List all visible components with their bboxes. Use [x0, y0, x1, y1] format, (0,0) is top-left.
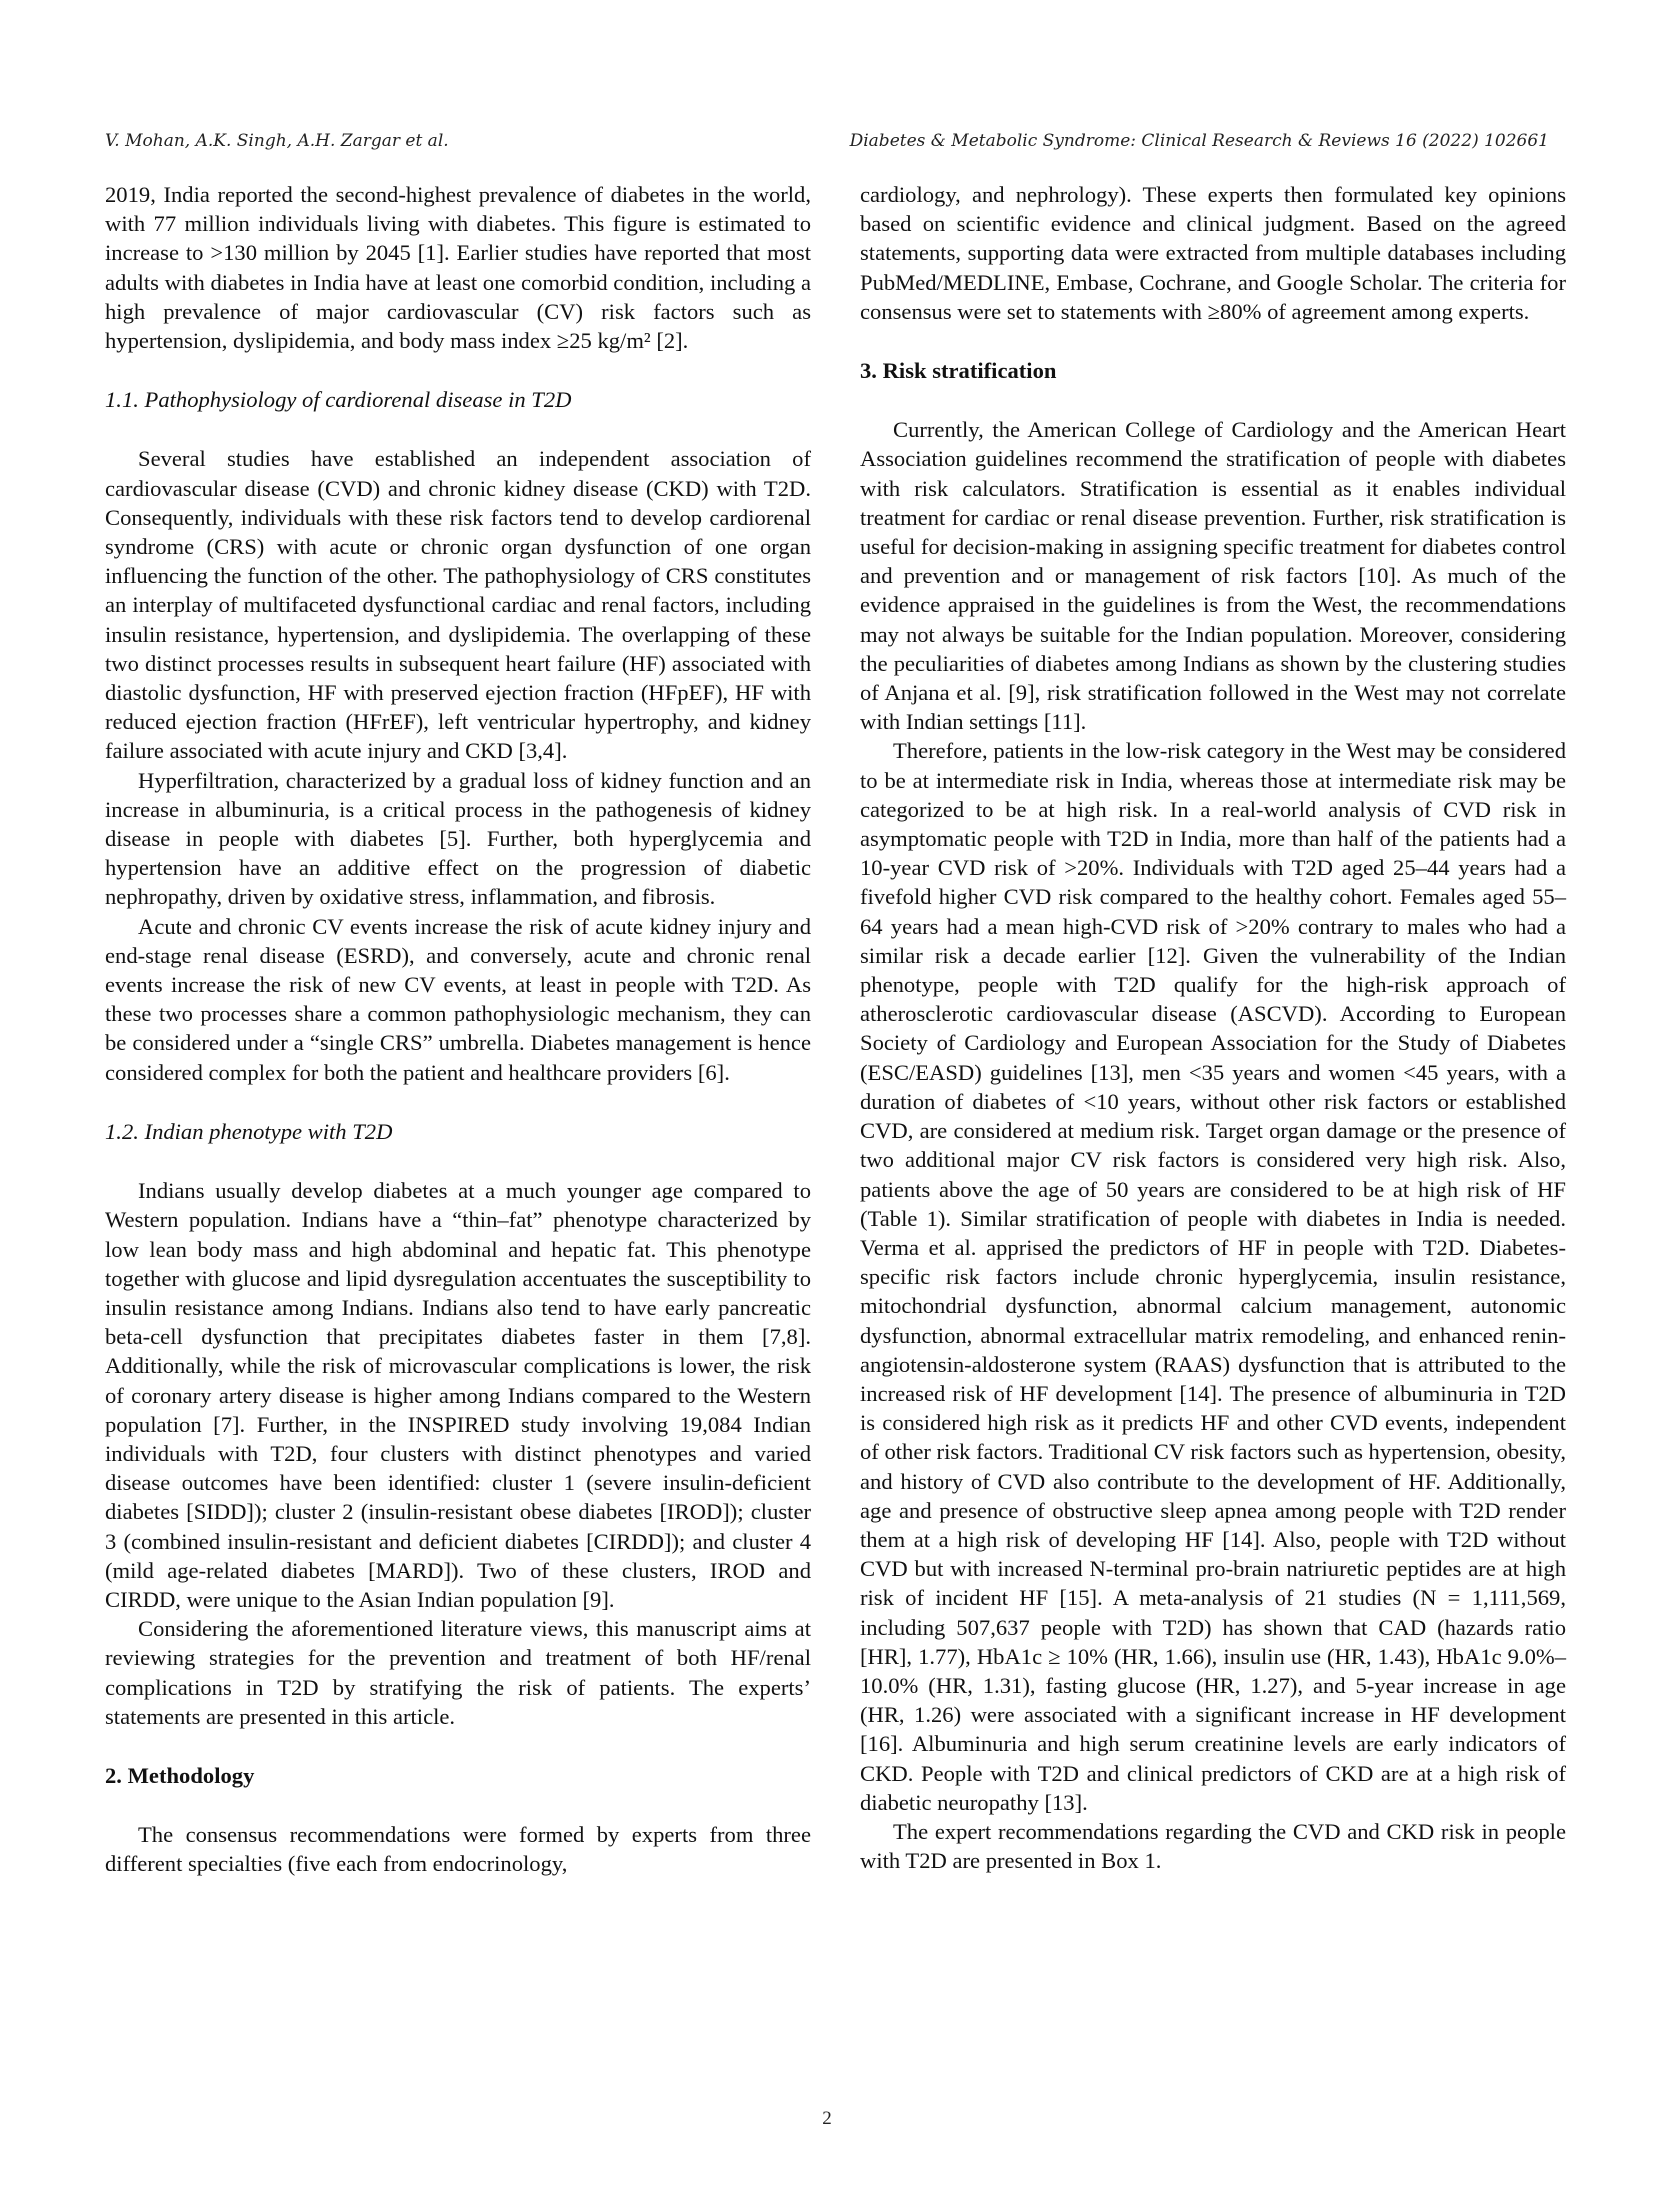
section-1-1-paragraph-2: Hyperfiltration, characterized by a gradual loss of kidney function and an increase in albuminuria, is a critical process in the pathogenesis of kidney disease in people with diabetes [5]. Further, both hyperglycemia and hypertension have an additive effect on the progression of diabetic nephropathy, driven by oxidative stress, inflammation, and fibrosis. — [105, 767, 811, 910]
section-1-1-paragraph-1: Several studies have established an independent association of cardiovascular disease (CVD) and chronic kidney disease (CKD) with T2D. Consequently, individuals with these risk factors tend to develop cardiorenal syndrome (CRS) with acute or chronic organ dysfunction of one organ influencing the function of the other. The pathophysiology of CRS constitutes an interplay of multifaceted dysfunctional cardiac and renal factors, including insulin resistance, hypertension, and dyslipidemia. The overlapping of these two distinct processes results in subsequent heart failure (HF) associated with diastolic dysfunction, HF with preserved ejection fraction (HFpEF), HF with reduced ejection fraction (HFrEF), left ventricular hypertrophy, and kidney failure associated with acute injury and CKD [3,4]. — [105, 446, 811, 764]
section-1-2-paragraph-2: Considering the aforementioned literature views, this manuscript aims at reviewing strategies for the prevention and treatment of both HF/renal complications in T2D by stratifying the risk of patients. The experts’ statements are presented in this article. — [105, 1616, 811, 1729]
running-header — [105, 131, 1549, 155]
left-column — [105, 180, 811, 1879]
section-1-2-paragraph-1: Indians usually develop diabetes at a much younger age compared to Western population. Indians have a “thin–fat” phenotype characterized by low lean body mass and high abdominal and hepatic fat. This phenotype together with glucose and lipid dysregulation accentuates the susceptibility to insulin resistance among Indians. Indians also tend to have early pancreatic beta-cell dysfunction that precipitates diabetes faster in them [7,8]. Additionally, while the risk of microvascular complications is lower, the risk of coronary artery disease is higher among Indians compared to the Western population [7]. Further, in the INSPIRED study involving 19,084 Indian individuals with T2D, four clusters with distinct phenotypes and varied disease outcomes have been identified: cluster 1 (severe insulin-deficient diabetes [SIDD]); cluster 2 (insulin-resistant obese diabetes [IROD]); cluster 3 (combined insulin-resistant and deficient diabetes [CIRDD]); and cluster 4 (mild age-related diabetes [MARD]). Two of these clusters, IROD and CIRDD, were unique to the Asian Indian population [9]. — [105, 1178, 811, 1612]
section-2-continuation: cardiology, and nephrology). These experts then formulated key opinions based on scientific evidence and clinical judgment. Based on the agreed statements, supporting data were extracted from multiple databases including PubMed/MEDLINE, Embase, Cochrane, and Google Scholar. The criteria for consensus were set to statements with ≥80% of agreement among experts. — [860, 182, 1566, 324]
section-2-heading: 2. Methodology — [105, 1762, 255, 1788]
header-authors: V. Mohan, A.K. Singh, A.H. Zargar et al. — [105, 131, 449, 151]
page-number: 2 — [822, 2108, 832, 2129]
section-3-paragraph-2: Therefore, patients in the low-risk category in the West may be considered to be at intermediate risk in India, whereas those at intermediate risk may be categorized to be at high risk. In a real-world analysis of CVD risk in asymptomatic people with T2D in India, more than half of the patients had a 10-year CVD risk of >20%. Individuals with T2D aged 25–44 years had a fivefold higher CVD risk compared to the healthy cohort. Females aged 55–64 years had a mean high-CVD risk of >20% contrary to males who had a similar risk a decade earlier [12]. Given the vulnerability of the Indian phenotype, people with T2D qualify for the high-risk approach of atherosclerotic cardiovascular disease (ASCVD). According to European Society of Cardiology and European Association for the Study of Diabetes (ESC/EASD) guidelines [13], men <35 years and women <45 years, with a duration of diabetes of <10 years, without other risk factors or established CVD, are considered at medium risk. Target organ damage or the presence of two additional major CV risk factors is considered very high risk. Also, patients above the age of 50 years are considered to be at high risk of HF (Table 1). Similar stratification of people with diabetes in India is needed. Verma et al. apprised the predictors of HF in people with T2D. Diabetes-specific risk factors include chronic hyperglycemia, insulin resistance, mitochondrial dysfunction, abnormal calcium management, autonomic dysfunction, abnormal extracellular matrix remodeling, and enhanced renin-angiotensin-aldosterone system (RAAS) dysfunction that is attributed to the increased risk of HF development [14]. The presence of albuminuria in T2D is considered high risk as it predicts HF and other CVD events, independent of other risk factors. Traditional CV risk factors such as hypertension, obesity, and history of CVD also contribute to the development of HF. Additionally, age and presence of obstructive sleep apnea among people with T2D render them at a high risk of developing HF [14]. Also, people with T2D without CVD but with increased N-terminal pro-brain natriuretic peptides are at high risk of incident HF [15]. A meta-analysis of 21 studies (N = 1,111,569, including 507,637 people with T2D) has shown that CAD (hazards ratio [HR], 1.77), HbA1c ≥ 10% (HR, 1.66), insulin use (HR, 1.43), HbA1c 9.0%–10.0% (HR, 1.31), fasting glucose (HR, 1.27), and 5-year increase in age (HR, 1.26) were associated with a significant increase in HF development [16]. Albuminuria and high serum creatinine levels are early indicators of CKD. People with T2D and clinical predictors of CKD are at a high risk of diabetic neuropathy [13]. — [860, 738, 1566, 1815]
header-journal-citation: Diabetes & Metabolic Syndrome: Clinical Research & Reviews 16 (2022) 102661 — [849, 131, 1549, 151]
intro-continuation: 2019, India reported the second-highest prevalence of diabetes in the world, with 77 million individuals living with diabetes. This figure is estimated to increase to >130 million by 2045 [1]. Earlier studies have reported that most adults with diabetes in India have at least one comorbid condition, including a high prevalence of major cardiovascular (CV) risk factors such as hypertension, dyslipidemia, and body mass index ≥25 kg/m² [2]. — [105, 182, 811, 354]
section-3-paragraph-1: Currently, the American College of Cardiology and the American Heart Association guidelines recommend the stratification of people with diabetes with risk calculators. Stratification is essential as it enables individual treatment for cardiac or renal disease prevention. Further, risk stratification is useful for decision-making in assigning specific treatment for diabetes control and prevention and or management of risk factors [10]. As much of the evidence appraised in the guidelines is from the West, the recommendations may not always be suitable for the Indian population. Moreover, considering the peculiarities of diabetes among Indians as shown by the clustering studies of Anjana et al. [9], risk stratification followed in the West may not correlate with Indian settings [11]. — [860, 417, 1566, 735]
right-column — [860, 180, 1566, 1875]
section-1-1-paragraph-3: Acute and chronic CV events increase the risk of acute kidney injury and end-stage renal disease (ESRD), and conversely, acute and chronic renal events increase the risk of new CV events, at least in people with T2D. As these two processes share a common pathophysiologic mechanism, they can be considered under a “single CRS” umbrella. Diabetes management is hence considered complex for both the patient and healthcare providers [6]. — [105, 913, 811, 1085]
section-3-heading: 3. Risk stratification — [860, 358, 1057, 384]
section-3-paragraph-3: The expert recommendations regarding the CVD and CKD risk in people with T2D are presented in Box 1. — [860, 1818, 1566, 1874]
section-1-2-heading: 1.2. Indian phenotype with T2D — [105, 1118, 393, 1144]
section-1-1-heading: 1.1. Pathophysiology of cardiorenal disease in T2D — [105, 387, 572, 413]
section-2-paragraph-1: The consensus recommendations were formed by experts from three different specialties (five each from endocrinology, — [105, 1822, 811, 1877]
